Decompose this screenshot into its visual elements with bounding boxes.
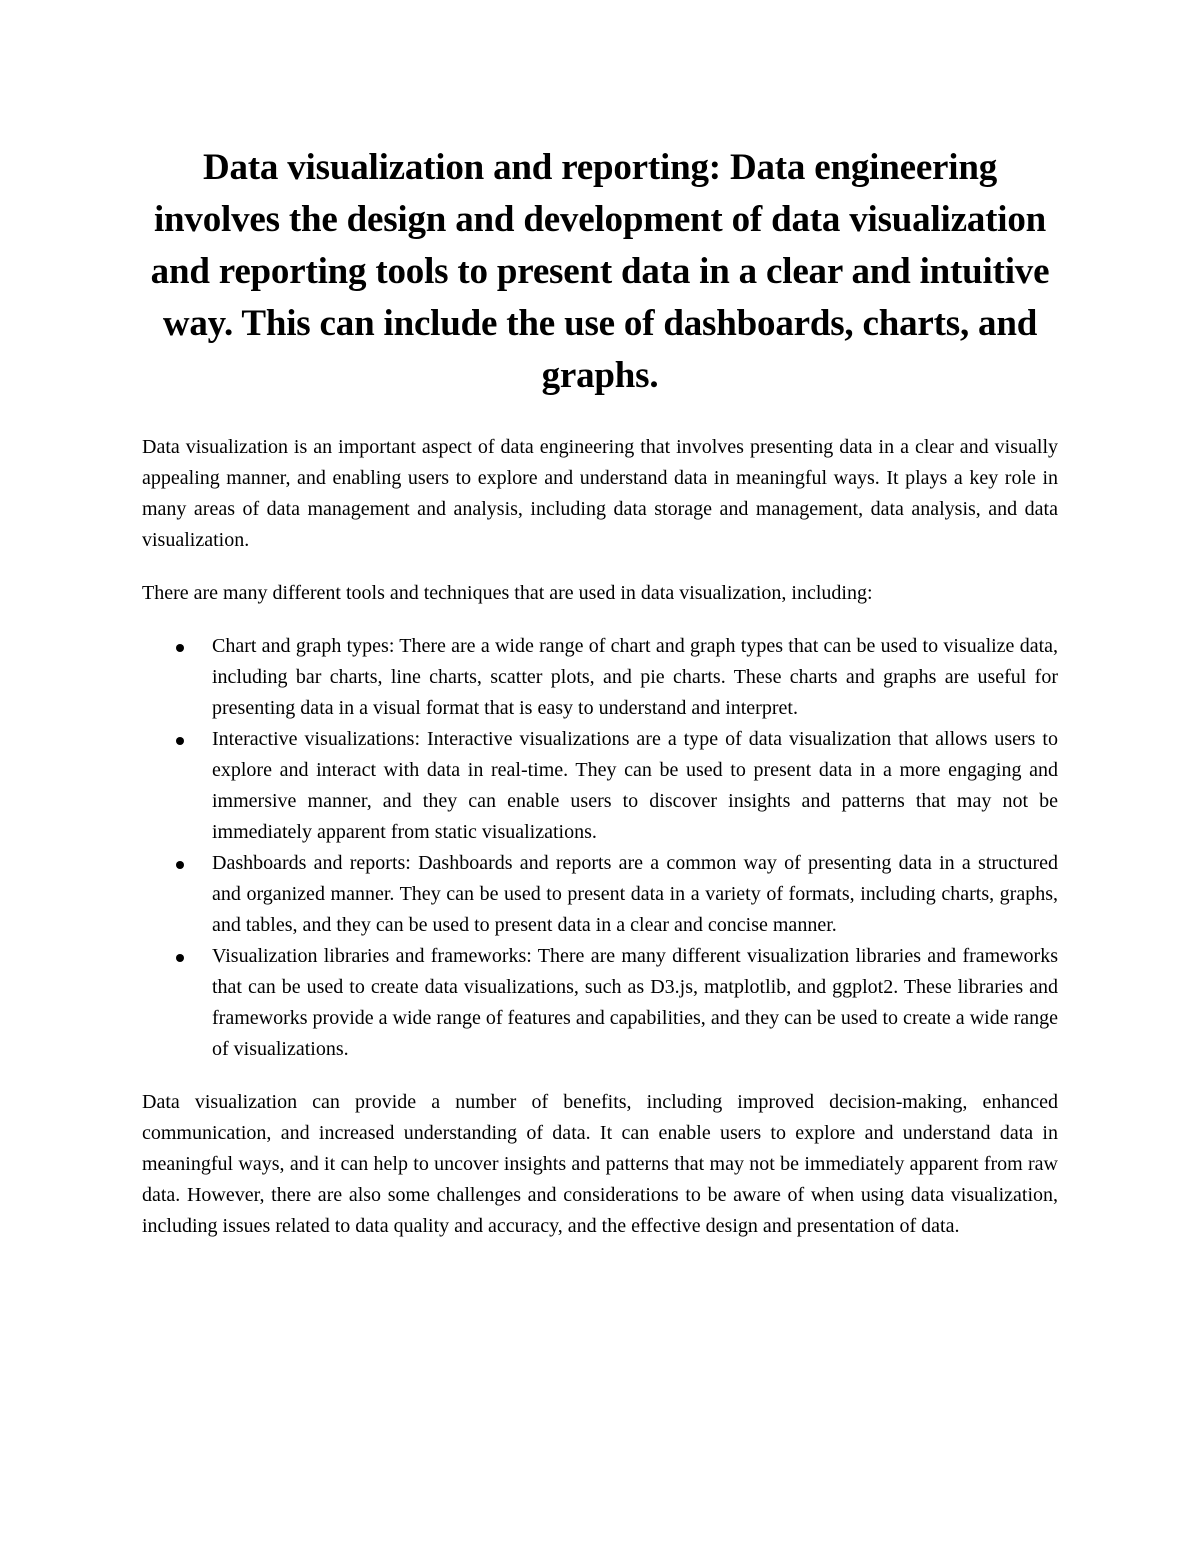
list-item xyxy=(142,724,1058,848)
bullet-icon xyxy=(176,954,184,962)
list-item-text: Dashboards and reports: Dashboards and reports are a common way of presenting data in a structured and organized manner. They can be used to present data in a variety of formats, including charts, graphs, and tables, and they can be used to present data in a clear and concise manner. xyxy=(212,852,1058,936)
bullet-icon xyxy=(176,861,184,869)
tools-intro-paragraph: There are many different tools and techniques that are used in data visualization, including: xyxy=(142,582,873,604)
benefits-paragraph: Data visualization can provide a number of benefits, including improved decision-making, enhanced communication, and increased understanding of data. It can enable users to explore and understand data in meaningful ways, and it can help to uncover insights and patterns that may not be immediately apparent from raw data. However, there are also some challenges and considerations to be aware of when using data visualization, including issues related to data quality and accuracy, and the effective design and presentation of data. xyxy=(142,1091,1058,1237)
bullet-icon xyxy=(176,737,184,745)
list-item-text: Interactive visualizations: Interactive visualizations are a type of data visualization that allows users to explore and interact with data in real-time. They can be used to present data in a more engaging and immersive manner, and they can enable users to discover insights and patterns that may not be immediately apparent from static visualizations. xyxy=(212,728,1058,843)
document-title: Data visualization and reporting: Data engineering involves the design and development of data visualization and reporting tools to present data in a clear and intuitive way. This can include the use of dashboards, charts, and graphs. xyxy=(150,147,1050,396)
list-item xyxy=(142,631,1058,724)
tools-list xyxy=(142,631,1058,1065)
intro-paragraph: Data visualization is an important aspect of data engineering that involves presenting data in a clear and visually appealing manner, and enabling users to explore and understand data in meaningful ways. It plays a key role in many areas of data management and analysis, including data storage and management, data analysis, and data visualization. xyxy=(142,436,1058,551)
list-item xyxy=(142,848,1058,941)
list-item-text: Visualization libraries and frameworks: There are many different visualization libraries and frameworks that can be used to create data visualizations, such as D3.js, matplotlib, and ggplot2. These libraries and frameworks provide a wide range of features and capabilities, and they can be used to create a wide range of visualizations. xyxy=(212,945,1058,1060)
bullet-icon xyxy=(176,644,184,652)
list-item-text: Chart and graph types: There are a wide range of chart and graph types that can be used to visualize data, including bar charts, line charts, scatter plots, and pie charts. These charts and graphs are useful for presenting data in a visual format that is easy to understand and interpret. xyxy=(212,635,1058,719)
document-page xyxy=(142,142,1058,1242)
list-item xyxy=(142,941,1058,1065)
